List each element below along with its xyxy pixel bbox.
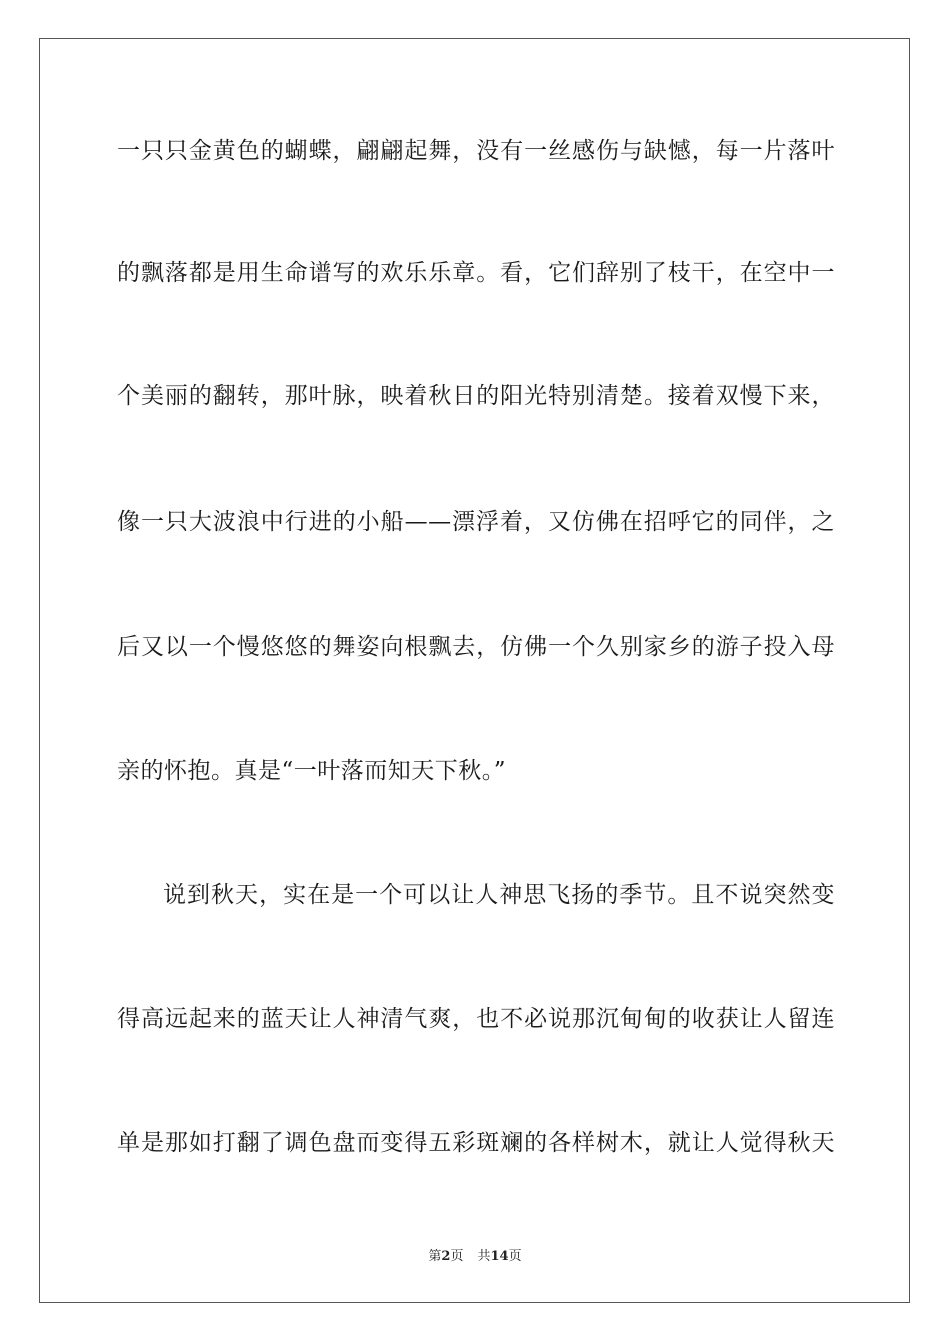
text-line: 像一只大波浪中行进的小船——漂浮着，又仿佛在招呼它的同伴，之 bbox=[117, 509, 835, 535]
text-line: 后又以一个慢悠悠的舞姿向根飘去，仿佛一个久别家乡的游子投入母 bbox=[117, 634, 835, 660]
paragraph-first-line: 说到秋天，实在是一个可以让人神思飞扬的季节。且不说突然变 bbox=[163, 882, 835, 908]
text-line: 得高远起来的蓝天让人神清气爽，也不必说那沉甸甸的收获让人留连 bbox=[117, 1006, 835, 1032]
total-pages: 14 bbox=[490, 1249, 509, 1264]
text-line: 个美丽的翻转，那叶脉，映着秋日的阳光特别清楚。接着双慢下来， bbox=[117, 383, 835, 409]
text-line: 单是那如打翻了调色盘而变得五彩斑斓的各样树木，就让人觉得秋天 bbox=[117, 1130, 835, 1156]
page-number: 2 bbox=[441, 1249, 451, 1264]
page-suffix: 页 bbox=[450, 1249, 464, 1264]
text-line: 亲的怀抱。真是“一叶落而知天下秋。” bbox=[117, 758, 507, 784]
total-prefix: 共 bbox=[477, 1249, 491, 1264]
total-suffix: 页 bbox=[508, 1249, 522, 1264]
page-footer bbox=[0, 1248, 950, 1266]
text-line: 的飘落都是用生命谱写的欢乐乐章。看，它们辞别了枝干，在空中一 bbox=[117, 260, 835, 286]
text-line: 一只只金黄色的蝴蝶，翩翩起舞，没有一丝感伤与缺憾，每一片落叶 bbox=[117, 138, 835, 164]
page-prefix: 第 bbox=[428, 1249, 442, 1264]
page-border bbox=[39, 38, 910, 1303]
